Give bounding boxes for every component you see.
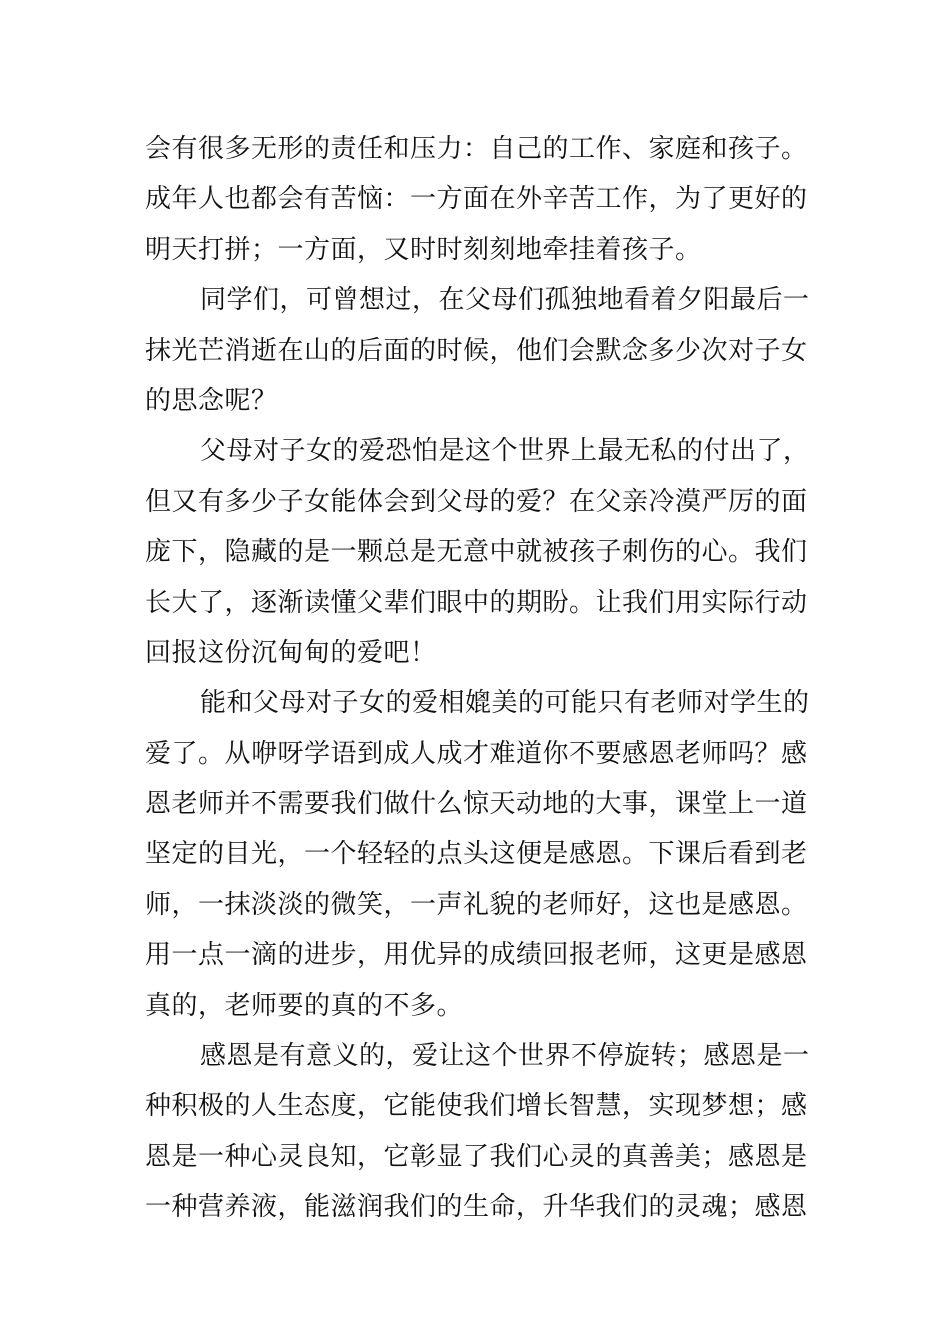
text-line: 一种营养液，能滋润我们的生命，升华我们的灵魂；感恩 <box>145 1192 808 1223</box>
text-line: 明天打拼；一方面，又时时刻刻地牵挂着孩子。 <box>145 234 702 265</box>
text-line: 的思念呢？ <box>145 385 278 416</box>
text-line: 同学们，可曾想过，在父母们孤独地看着夕阳最后一 <box>200 285 810 316</box>
paragraph-2 <box>145 275 810 426</box>
text-line: 抹光芒消逝在山的后面的时候，他们会默念多少次对子女 <box>145 335 808 366</box>
text-line: 庞下，隐藏的是一颗总是无意中就被孩子刺伤的心。我们 <box>145 537 808 568</box>
text-line: 回报这份沉甸甸的爱吧！ <box>145 637 437 668</box>
body-text <box>145 124 810 1233</box>
text-line: 会有很多无形的责任和压力：自己的工作、家庭和孩子。 <box>145 134 808 164</box>
text-line: 但又有多少子女能体会到父母的爱？在父亲冷漠严厉的面 <box>145 486 808 517</box>
text-line: 用一点一滴的进步，用优异的成绩回报老师，这更是感恩 <box>145 940 808 971</box>
text-line: 感恩是有意义的，爱让这个世界不停旋转；感恩是一 <box>200 1041 810 1072</box>
text-line: 成年人也都会有苦恼：一方面在外辛苦工作，为了更好的 <box>145 184 808 215</box>
paragraph-5 <box>145 1031 810 1233</box>
text-line: 真的，老师要的真的不多。 <box>145 990 464 1021</box>
paragraph-4 <box>145 678 810 1031</box>
text-line: 坚定的目光，一个轻轻的点头这便是感恩。下课后看到老 <box>145 839 808 870</box>
text-line: 能和父母对子女的爱相媲美的可能只有老师对学生的 <box>200 688 810 719</box>
text-line: 长大了，逐渐读懂父辈们眼中的期盼。让我们用实际行动 <box>145 587 808 618</box>
text-line: 恩老师并不需要我们做什么惊天动地的大事，课堂上一道 <box>145 789 808 820</box>
paragraph-1 <box>145 124 810 275</box>
text-line: 师，一抹淡淡的微笑，一声礼貌的老师好，这也是感恩。 <box>145 889 808 920</box>
text-line: 恩是一种心灵良知，它彰显了我们心灵的真善美；感恩是 <box>145 1141 808 1172</box>
text-line: 爱了。从咿呀学语到成人成才难道你不要感恩老师吗？感 <box>145 738 808 769</box>
paragraph-3 <box>145 426 810 678</box>
text-line: 父母对子女的爱恐怕是这个世界上最无私的付出了， <box>200 436 810 467</box>
text-line: 种积极的人生态度，它能使我们增长智慧，实现梦想；感 <box>145 1091 808 1122</box>
